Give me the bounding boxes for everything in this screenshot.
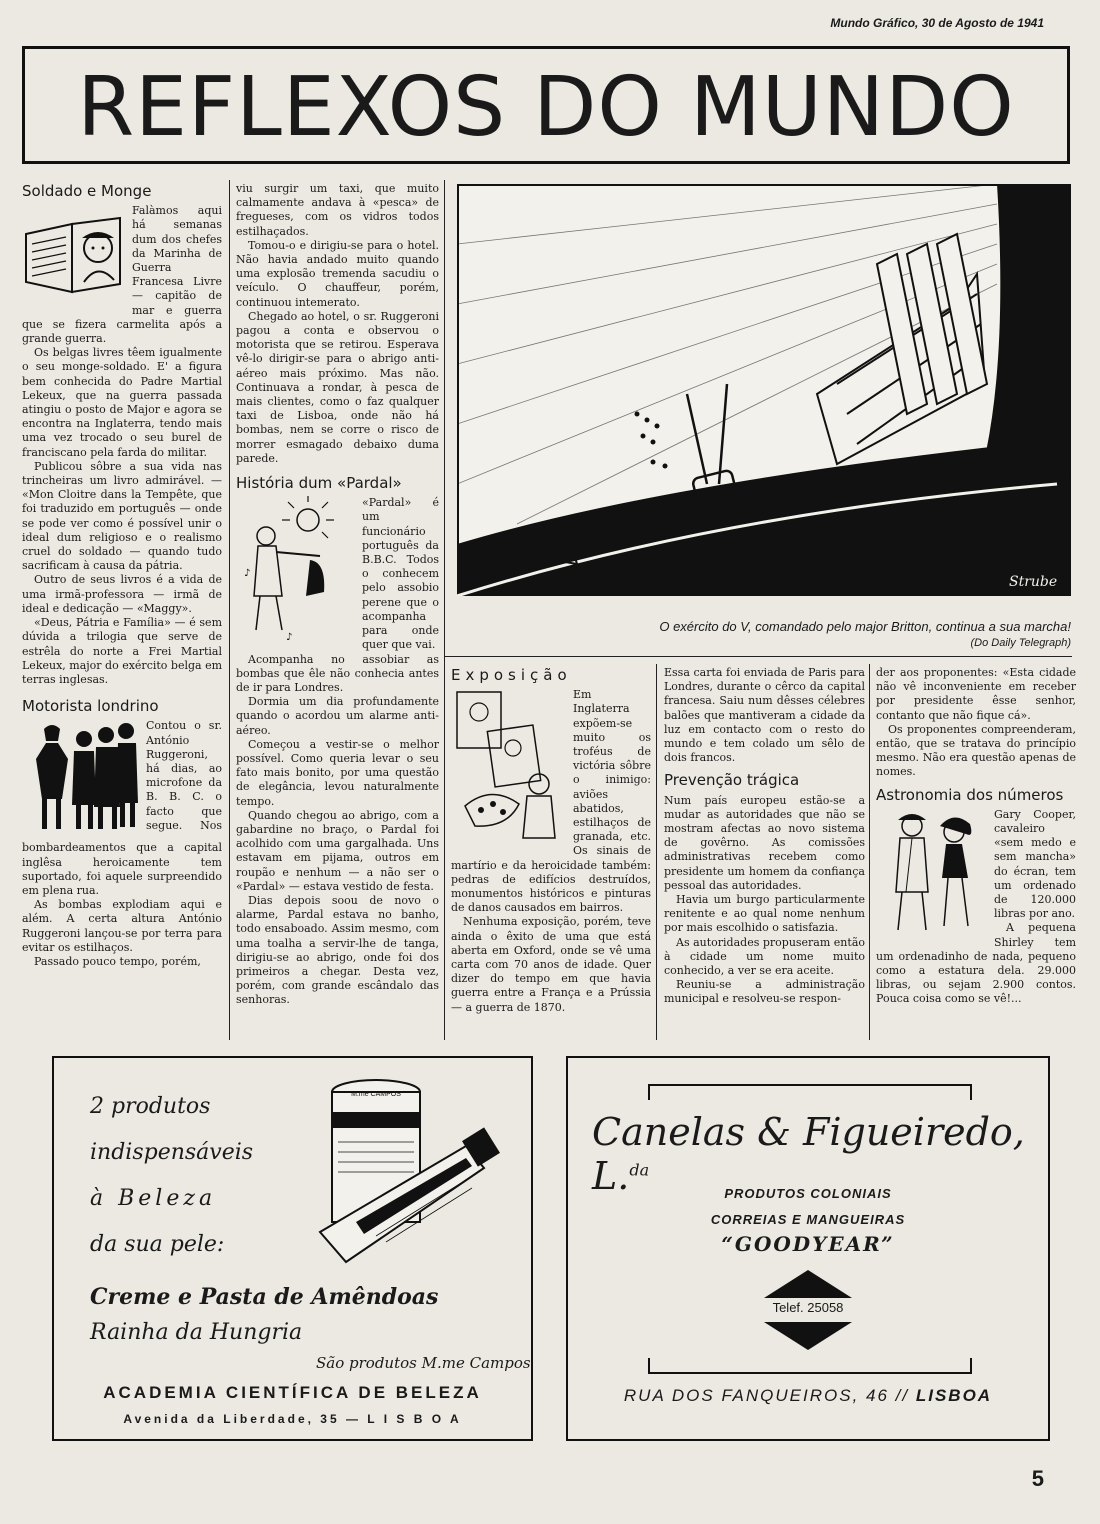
advertisement-canelas: [566, 1056, 1050, 1441]
cartoon-illustration: [457, 184, 1071, 596]
paragraph: Contou o sr. António Ruggeroni, há dias, ao microfone da B. B. C. o facto que segue. Nos bombardeamentos que a capital inglêsa heroicamente tem suportado, foi aquele surpreendido em plena rua.: [22, 719, 222, 897]
paragraph: Os belgas livres têem igualmente o seu monge-soldado. E' a figura bem conhecida do Padre Martial Lekeux, que na guerra passada atingiu o posto de Major e agora se encontra na Inglaterra, tendo mais uma vez trocado o seu burel de franciscano pela farda do militar.: [22, 346, 222, 459]
paragraph: Reuniu-se a administração municipal e resolveu-se respon-: [664, 978, 865, 1006]
paragraph: Quando chegou ao abrigo, com a gabardine no braço, o Pardal foi acolhido com uma gargalhada. Uns estavam em pijama, outros em roupão e nenhum — a não ser o «Pardal» — estava vestido de festa.: [236, 808, 439, 893]
paragraph: Gary Cooper, cavaleiro «sem medo e sem mancha» do écran, tem um ordenado de 120.000 libras por ano.: [994, 807, 1076, 921]
ad-company: ACADEMIA CIENTÍFICA DE BELEZA: [103, 1383, 482, 1402]
paragraph: As autoridades propuseram então à cidade um nome muito conhecido, a ver se era aceite.: [664, 935, 865, 978]
cream-jar-and-tube-illustration: [316, 1072, 516, 1272]
cartoon-signature: Strube: [1009, 574, 1058, 590]
paragraph: «Deus, Pátria e Família» — é sem dúvida a trilogia que serve de estrêla do norte a Frei Martial Lekeux, major do exército belga em terras inglesas.: [22, 616, 223, 686]
jar-label: M.me CAMPOS: [351, 1091, 401, 1098]
paragraph: Começou a vestir-se o melhor possível. Como queria levar o seu fato mais bonito, por uma questão de elegância, levou naturalmente tempo.: [236, 737, 439, 808]
paragraph: Dormia um dia profundamente quando o acordou um alarme anti-aéreo.: [236, 695, 439, 737]
paragraph: A pequena Shirley tem um ordenadinho de nada, pequeno como a estatura dela. 29.000 libras, ou sejam 2.900 contos. Pouca coisa como se vê!...: [876, 921, 1076, 1006]
paragraph: Publicou sôbre a sua vida nas trincheiras um livro admirável. — «Mon Cloitre dans la Tempête, que foi traduzido em português — onde se pode ver como é possível unir o ideal dum religioso e o realismo cruel do soldado — quando tudo sacrificam à causa da pátria.: [22, 459, 222, 573]
paragraph: Num país europeu estão-se a mudar as autoridades que não se mostram afectas ao novo sistema de govêrno. As comissões administrativas recebem como presidente um homem da confiança pessoal das autoridades.: [664, 793, 865, 892]
column-1: [22, 180, 222, 969]
column-4: [664, 666, 865, 1007]
stars-illustration: [876, 808, 988, 936]
ad-line: CORREIAS E MANGUEIRAS: [710, 1212, 906, 1227]
paragraph: Chegado ao hotel, o sr. Ruggeroni pagou a conta e observou o motorista que se retirou. Esperava vê-lo dirigir-se para o abrigo anti-aéreo mais próximo. Mas não. Continuava a rondar, à pesca de mais clientes, como o faz qualquer taxi de Lisboa, onde não há bombas, nem se corre o risco de morrer esmagado debaixo duma parede.: [236, 309, 439, 465]
ad-line: 2 produtos: [90, 1094, 211, 1119]
masthead-title: REFLEXOS DO MUNDO: [77, 60, 1015, 155]
ad-product-name: Creme e Pasta de Amêndoas: [90, 1284, 439, 1310]
svg-text:♪: ♪: [244, 568, 251, 580]
ad-product-subname: Rainha da Hungria: [90, 1320, 303, 1345]
column-3: [451, 664, 651, 1015]
triangle-up-icon: [764, 1270, 852, 1298]
column-rule: [229, 180, 230, 1040]
section-heading-prevencao: Prevenção trágica: [664, 771, 800, 790]
masthead-box: [22, 46, 1070, 164]
ad-line: da sua pele:: [90, 1232, 225, 1257]
paragraph: «Pardal» é um funcionário português da B.B.C. Todos o conhecem pelo assobio perene que o acompanha para onde quer que vai.: [362, 496, 439, 652]
paragraph: der aos proponentes: «Esta cidade não vê inconveniente em receber por presidente êsse senhor, contanto que não fique cá».: [876, 666, 1076, 722]
ad-address: RUA DOS FANQUEIROS, 46 // LISBOA: [623, 1386, 993, 1405]
column-rule: [656, 664, 657, 1040]
page-number: 5: [1031, 1466, 1044, 1491]
section-heading-astronomia: Astronomia dos números: [876, 785, 1064, 804]
paragraph: Dias depois soou de novo o alarme, Pardal estava no banho, todo ensaboado. Assim mesmo, com uma toalha a servir-lhe de tanga, dirigiu-se ao abrigo, onde foi dos primeiros a chegar. Desta vez, porém, com grande escândalo das senhoras.: [236, 893, 439, 1007]
ad-line: indispensáveis: [90, 1140, 254, 1165]
ad-address: Avenida da Liberdade, 35 — L I S B O A: [123, 1412, 462, 1426]
section-heading-exposicao: Exposição: [451, 666, 572, 684]
cartoon-credit: (Do Daily Telegraph): [970, 637, 1071, 649]
paragraph: Passado pouco tempo, porém,: [34, 954, 201, 968]
svg-text:♪: ♪: [286, 632, 293, 644]
london-figures-illustration: [22, 719, 140, 837]
triangle-down-icon: [764, 1322, 852, 1350]
whistling-man-illustration: [236, 496, 356, 644]
paragraph: Falàmos aqui há semanas dum dos chefes da Marinha de Guerra Francesa Livre — capitão de mar e guerra que se fizera carmelita após a grande guerra.: [22, 204, 222, 346]
paragraph: viu surgir um taxi, que muito calmamente andava à «pesca» de fregueses, com os vidros todos estilhaçados.: [236, 182, 439, 238]
paragraph: Outro de seus livros é a vida de uma irmã-professora — irmã de ideal e dedicação — «Maggy».: [22, 573, 222, 615]
column-2: [236, 182, 439, 1008]
exhibition-illustration: [451, 688, 567, 844]
ad-producer: São produtos M.me Campos: [316, 1354, 531, 1372]
ad-brand: “GOODYEAR”: [721, 1232, 895, 1256]
section-heading-soldado: Soldado e Monge: [22, 182, 152, 200]
ad-line: PRODUTOS COLONIAIS: [724, 1186, 892, 1201]
paragraph: Essa carta foi enviada de Paris para Londres, durante o cêrco da capital francesa. Saiu num dêsses célebres balões que mantiveram a cidade da luz em contacto com o resto do mundo e tem colado um sêlo de dois francos.: [664, 666, 865, 765]
column-5: [876, 666, 1076, 1007]
running-head: Mundo Gráfico, 30 de Agosto de 1941: [830, 16, 1044, 30]
paragraph: Em Inglaterra expõem-se muito os troféus de victória sôbre o inimigo: aviões abatidos, estilhaços de granada, etc. Os sinais de martírio e da heroicidade também: pedras de edifícios destruídos, monumentos históricos e pinturas de danos causados em bairros.: [451, 688, 651, 915]
section-heading-pardal: História dum «Pardal»: [236, 474, 402, 493]
section-rule: [444, 656, 1072, 657]
book-illustration: [22, 204, 126, 300]
paragraph: Havia um burgo particularmente renitente e ao qual nome nenhum por mais escolhido o satisfazia.: [664, 893, 865, 935]
paragraph: Tomou-o e dirigiu-se para o hotel. Não havia andado muito quando uma explosão tremenda sacudiu o veículo. O chauffeur, porém, continuou intemerato.: [236, 238, 439, 309]
paragraph: As bombas explodiam aqui e além. A certa altura António Ruggeroni lançou-se por terra para evitar os estilhaços.: [22, 898, 222, 954]
ad-company-name: Canelas & Figueiredo, L.$^{da}$: [592, 1110, 1025, 1198]
ad-line: à Beleza: [90, 1186, 217, 1211]
paragraph: Nenhuma exposição, porém, teve ainda o êxito de uma que está aberta em Oxford, onde se vê uma carta com 70 anos de idade. Quer dizer do tempo em que havia guerra entre a França e a Prússia — a guerra de 1870.: [451, 915, 651, 1014]
paragraph: Os proponentes compreenderam, então, que se tratava do princípio mesmo. Não era questão apenas de nomes.: [876, 722, 1076, 779]
cartoon-caption: O exército do V, comandado pelo major Britton, continua a sua marcha!: [659, 619, 1071, 634]
column-rule: [869, 664, 870, 1040]
section-heading-motorista: Motorista londrino: [22, 697, 159, 716]
ad-telephone: Telef. 25058: [772, 1300, 844, 1315]
paragraph: Acompanha no assobiar as bombas que êle não conhecia antes de ir para Londres.: [236, 652, 439, 694]
advertisement-campos: [52, 1056, 533, 1441]
column-rule: [444, 180, 445, 1040]
